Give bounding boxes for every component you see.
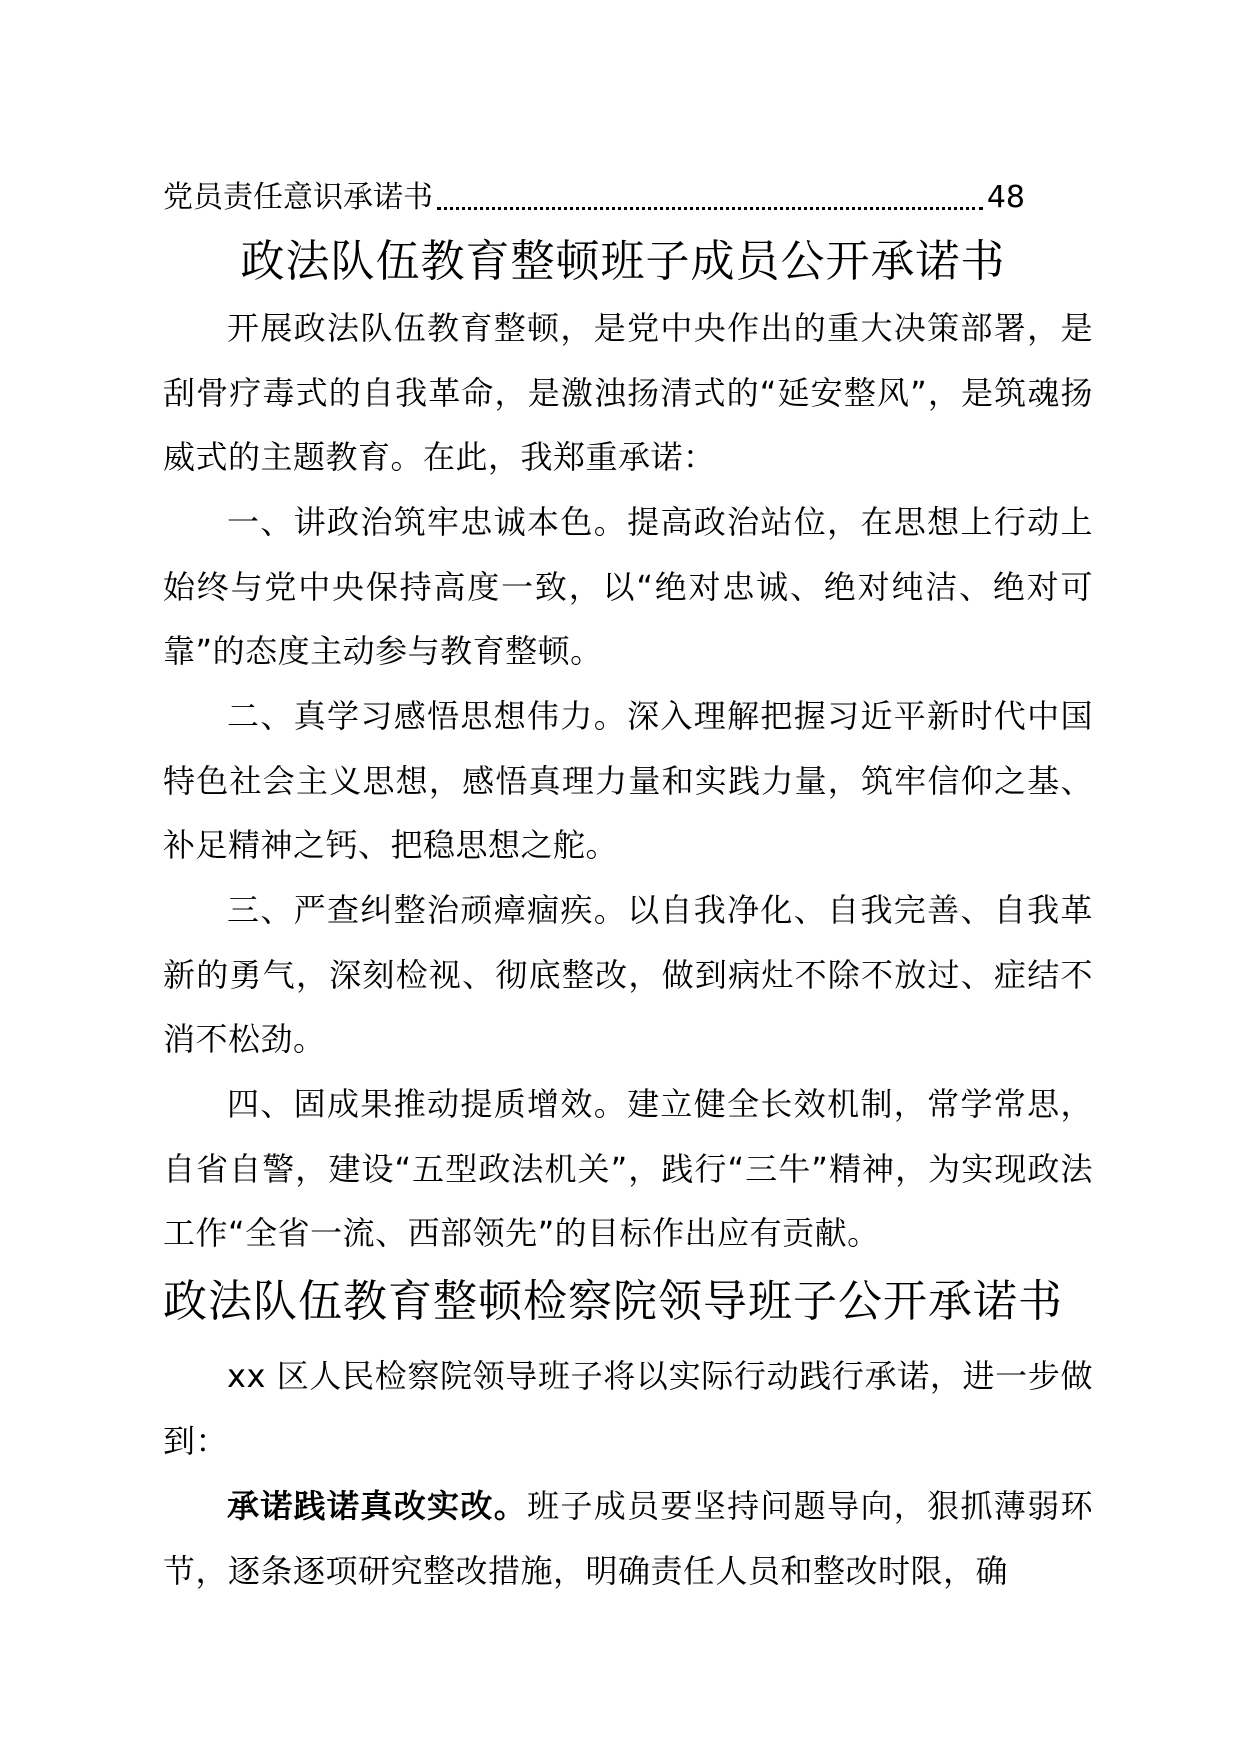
toc-entry-page-number: 48 — [986, 180, 1025, 215]
commitment-item: 四、固成果推动提质增效。建立健全长效机制，常学常思，自省自警，建设“五型政法机关”，践行“三牛”精神，为实现政法工作“全省一流、西部领先”的目标作出应有贡献。 — [163, 1085, 1093, 1252]
commitment-item: 一、讲政治筑牢忠诚本色。提高政治站位，在思想上行动上始终与党中央保持高度一致，以“绝对忠诚、绝对纯洁、绝对可靠”的态度主动参与教育整顿。 — [163, 503, 1093, 670]
commitment-item: 三、严查纠整治顽瘴痼疾。以自我净化、自我完善、自我革新的勇气，深刻检视、彻底整改，做到病灶不除不放过、症结不消不松劲。 — [163, 891, 1093, 1058]
body-paragraph: xx 区人民检察院领导班子将以实际行动践行承诺，进一步做到： — [163, 1357, 1093, 1460]
toc-leader-dots — [437, 207, 983, 210]
body-paragraph: 开展政法队伍教育整顿，是党中央作出的重大决策部署，是刮骨疗毒式的自我革命，是激浊扬清式的“延安整风”，是筑魂扬威式的主题教育。在此，我郑重承诺： — [163, 309, 1093, 476]
commitment-item: 二、真学习感悟思想伟力。深入理解把握习近平新时代中国特色社会主义思想，感悟真理力量和实践力量，筑牢信仰之基、补足精神之钙、把稳思想之舵。 — [163, 697, 1093, 864]
toc-entry-title: 党员责任意识承诺书 — [163, 180, 433, 215]
commitment-item-lead: 承诺践诺真改实改。 — [227, 1487, 528, 1525]
section-title: 政法队伍教育整顿班子成员公开承诺书 — [240, 236, 1006, 287]
commitment-item-text: 班子成员要坚持问题导向，狠抓薄弱环节，逐条逐项研究整改措施，明确责任人员和整改时限，确 — [163, 1487, 1093, 1590]
toc-entry[interactable] — [163, 176, 1025, 220]
section-title: 政法队伍教育整顿检察院领导班子公开承诺书 — [163, 1276, 1063, 1327]
commitment-item — [163, 1474, 1093, 1603]
